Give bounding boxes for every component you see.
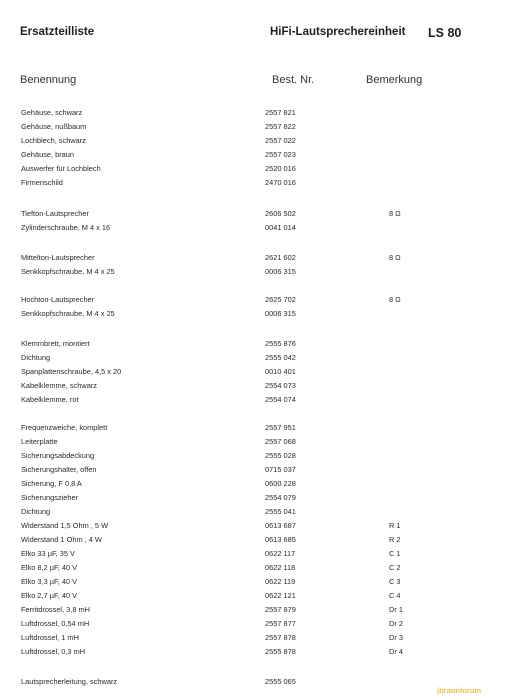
part-name: Sicherungszieher (21, 493, 79, 502)
order-number: 0613 687 (265, 521, 296, 530)
part-name: Frequenzweiche, komplett (21, 423, 108, 432)
part-name: Widerstand 1 Ohm , 4 W (21, 535, 102, 544)
table-row (0, 604, 508, 616)
table-row (0, 394, 508, 406)
product-name: HiFi-Lautsprechereinheit (270, 26, 406, 38)
order-number: 2555 041 (265, 507, 296, 516)
order-number: 2557 022 (265, 136, 296, 145)
table-row (0, 562, 508, 574)
order-number: 2625 702 (265, 295, 296, 304)
table-row (0, 676, 508, 688)
remark: R 2 (389, 535, 401, 544)
part-name: Elko 3,3 µF, 40 V (21, 577, 78, 586)
part-name: Sicherungshalter, offen (21, 465, 97, 474)
table-row (0, 177, 508, 189)
part-name: Elko 33 µF, 35 V (21, 549, 75, 558)
part-name: Dichtung (21, 507, 51, 516)
table-row (0, 478, 508, 490)
table-row (0, 352, 508, 364)
table-row (0, 520, 508, 532)
order-number: 0006 315 (265, 309, 296, 318)
table-row (0, 464, 508, 476)
part-name: Leiterplatte (21, 437, 58, 446)
part-name: Lochblech, schwarz (21, 136, 86, 145)
order-number: 0622 118 (265, 563, 296, 572)
part-name: Luftdrossel, 0,3 mH (21, 647, 86, 656)
table-row (0, 252, 508, 264)
order-number: 0041 014 (265, 223, 296, 232)
column-header-name: Benennung (20, 74, 77, 86)
table-row (0, 632, 508, 644)
order-number: 2557 877 (265, 619, 296, 628)
part-name: Senkkopfschraube, M 4 x 25 (21, 309, 115, 318)
part-name: Zylinderschraube, M 4 x 16 (21, 223, 111, 232)
part-name: Firmenschild (21, 178, 63, 187)
table-row (0, 107, 508, 119)
table-row (0, 366, 508, 378)
part-name: Ferritdrossel, 3,8 mH (21, 605, 90, 614)
remark: Dr 4 (389, 647, 403, 656)
order-number: 2555 876 (265, 339, 296, 348)
remark: 8 Ω (389, 209, 401, 218)
table-row (0, 534, 508, 546)
column-header-remark: Bemerkung (366, 74, 423, 86)
order-number: 2554 073 (265, 381, 296, 390)
part-name: Sicherung, F 0,8 A (21, 479, 82, 488)
table-row (0, 163, 508, 175)
order-number: 2557 822 (265, 122, 296, 131)
part-name: Auswerfer für Lochblech (21, 164, 101, 173)
table-row (0, 450, 508, 462)
table-row (0, 135, 508, 147)
remark: 8 Ω (389, 295, 401, 304)
table-row (0, 149, 508, 161)
part-name: Spanplattenschraube, 4,5 x 20 (21, 367, 122, 376)
order-number: 2554 079 (265, 493, 296, 502)
remark: 8 Ω (389, 253, 401, 262)
order-number: 2555 065 (265, 677, 296, 686)
part-name: Senkkopfschraube, M 4 x 25 (21, 267, 115, 276)
part-name: Gehäuse, schwarz (21, 108, 83, 117)
table-row (0, 422, 508, 434)
part-name: Gehäuse, nußbaum (21, 122, 87, 131)
order-number: 2557 879 (265, 605, 296, 614)
part-name: Hochton-Lautsprecher (21, 295, 95, 304)
part-name: Dichtung (21, 353, 51, 362)
part-name: Widerstand 1,5 Ohm , 5 W (21, 521, 109, 530)
order-number: 2557 821 (265, 108, 296, 117)
column-header-order-number: Best. Nr. (272, 74, 315, 86)
remark: Dr 2 (389, 619, 403, 628)
table-row (0, 576, 508, 588)
part-name: Sicherungsabdeckung (21, 451, 95, 460)
order-number: 2557 878 (265, 633, 296, 642)
table-row (0, 208, 508, 220)
doc-title: Ersatzteilliste (20, 26, 95, 38)
order-number: 2621 602 (265, 253, 296, 262)
remark: C 4 (389, 591, 401, 600)
order-number: 0006 315 (265, 267, 296, 276)
table-row (0, 266, 508, 278)
watermark: jbraunforum (437, 686, 482, 695)
order-number: 0622 121 (265, 591, 296, 600)
order-number: 2554 074 (265, 395, 296, 404)
order-number: 0622 119 (265, 577, 296, 586)
part-name: Klemmbrett, montiert (21, 339, 90, 348)
table-row (0, 436, 508, 448)
part-name: Gehäuse, braun (21, 150, 75, 159)
table-row (0, 492, 508, 504)
order-number: 0010 401 (265, 367, 296, 376)
order-number: 2557 068 (265, 437, 296, 446)
remark: Dr 1 (389, 605, 403, 614)
part-name: Mittelton-Lautsprecher (21, 253, 95, 262)
part-name: Elko 2,7 µF, 40 V (21, 591, 78, 600)
part-name: Kabelklemme, schwarz (21, 381, 97, 390)
order-number: 0600 228 (265, 479, 296, 488)
order-number: 2606 502 (265, 209, 296, 218)
part-name: Lautsprecherleitung, schwarz (21, 677, 118, 686)
remark: C 2 (389, 563, 401, 572)
remark: Dr 3 (389, 633, 403, 642)
part-name: Luftdrossel, 1 mH (21, 633, 79, 642)
table-row (0, 338, 508, 350)
table-row (0, 646, 508, 658)
table-row (0, 618, 508, 630)
model-number: LS 80 (428, 26, 462, 40)
part-name: Tiefton-Lautsprecher (21, 209, 89, 218)
order-number: 0613 685 (265, 535, 296, 544)
table-row (0, 506, 508, 518)
order-number: 0622 117 (265, 549, 296, 558)
order-number: 2520 016 (265, 164, 296, 173)
table-row (0, 308, 508, 320)
order-number: 2555 878 (265, 647, 296, 656)
table-row (0, 294, 508, 306)
order-number: 0715 037 (265, 465, 296, 474)
table-row (0, 590, 508, 602)
order-number: 2557 951 (265, 423, 296, 432)
part-name: Kabelklemme, rot (21, 395, 79, 404)
order-number: 2470 016 (265, 178, 296, 187)
order-number: 2555 042 (265, 353, 296, 362)
remark: R 1 (389, 521, 401, 530)
table-row (0, 548, 508, 560)
table-row (0, 222, 508, 234)
remark: C 3 (389, 577, 401, 586)
part-name: Elko 8,2 µF, 40 V (21, 563, 78, 572)
table-row (0, 380, 508, 392)
order-number: 2555 028 (265, 451, 296, 460)
part-name: Luftdrossel, 0,54 mH (21, 619, 90, 628)
order-number: 2557 023 (265, 150, 296, 159)
remark: C 1 (389, 549, 401, 558)
table-row (0, 121, 508, 133)
